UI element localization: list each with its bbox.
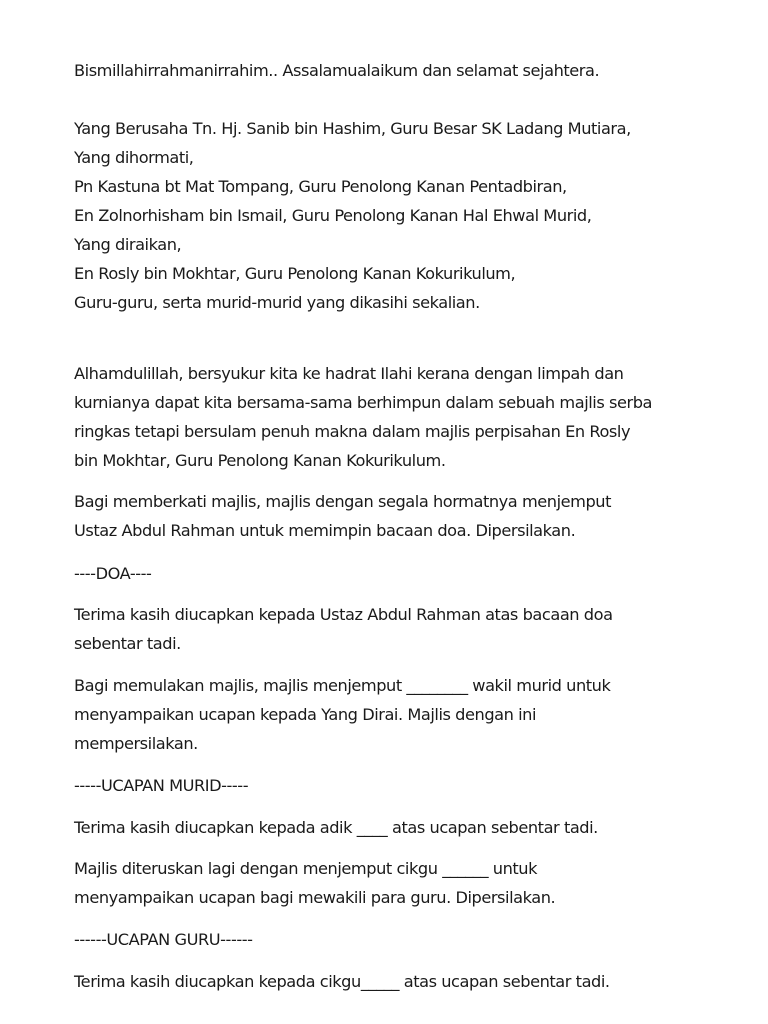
murid-thanks-line: Terima kasih diucapkan kepada adik ____ atas ucapan sebentar tadi. (74, 818, 598, 837)
intro-paragraph-line: kurnianya dapat kita bersama-sama berhimpun dalam sebuah majlis serba (74, 393, 653, 412)
guru-invite-line: Majlis diteruskan lagi dengan menjemput cikgu ______ untuk (74, 859, 538, 878)
ucapan-guru-marker: ------UCAPAN GURU------ (74, 930, 253, 949)
salutation-line: Guru-guru, serta murid-murid yang dikasihi sekalian. (74, 293, 480, 312)
murid-invite-line: menyampaikan ucapan kepada Yang Dirai. Majlis dengan ini (74, 705, 537, 724)
guru-thanks-line: Terima kasih diucapkan kepada cikgu_____ atas ucapan sebentar tadi. (74, 972, 610, 991)
murid-invite-line: Bagi memulakan majlis, majlis menjemput ________ wakil murid untuk (74, 676, 611, 695)
intro-paragraph-line: Alhamdulillah, bersyukur kita ke hadrat Ilahi kerana dengan limpah dan (74, 364, 624, 383)
salutation-line: En Zolnorhisham bin Ismail, Guru Penolong Kanan Hal Ehwal Murid, (74, 206, 592, 225)
ucapan-murid-marker: -----UCAPAN MURID----- (74, 776, 249, 795)
doa-invite-line: Ustaz Abdul Rahman untuk memimpin bacaan doa. Dipersilakan. (74, 521, 576, 540)
intro-paragraph-line: ringkas tetapi bersulam penuh makna dalam majlis perpisahan En Rosly (74, 422, 631, 441)
salutation-line: En Rosly bin Mokhtar, Guru Penolong Kanan Kokurikulum, (74, 264, 516, 283)
doa-thanks-line: sebentar tadi. (74, 634, 181, 653)
doa-marker: ----DOA---- (74, 564, 152, 583)
salutation-line: Pn Kastuna bt Mat Tompang, Guru Penolong Kanan Pentadbiran, (74, 177, 567, 196)
doa-thanks-line: Terima kasih diucapkan kepada Ustaz Abdul Rahman atas bacaan doa (74, 605, 613, 624)
opening-greeting: Bismillahirrahmanirrahim.. Assalamualaikum dan selamat sejahtera. (74, 61, 600, 80)
salutation-line: Yang dihormati, (74, 148, 194, 167)
murid-invite-line: mempersilakan. (74, 734, 198, 753)
salutation-line: Yang diraikan, (74, 235, 182, 254)
doa-invite-line: Bagi memberkati majlis, majlis dengan segala hormatnya menjemput (74, 492, 612, 511)
intro-paragraph-line: bin Mokhtar, Guru Penolong Kanan Kokurikulum. (74, 451, 446, 470)
salutation-line: Yang Berusaha Tn. Hj. Sanib bin Hashim, Guru Besar SK Ladang Mutiara, (74, 119, 631, 138)
guru-invite-line: menyampaikan ucapan bagi mewakili para guru. Dipersilakan. (74, 888, 556, 907)
